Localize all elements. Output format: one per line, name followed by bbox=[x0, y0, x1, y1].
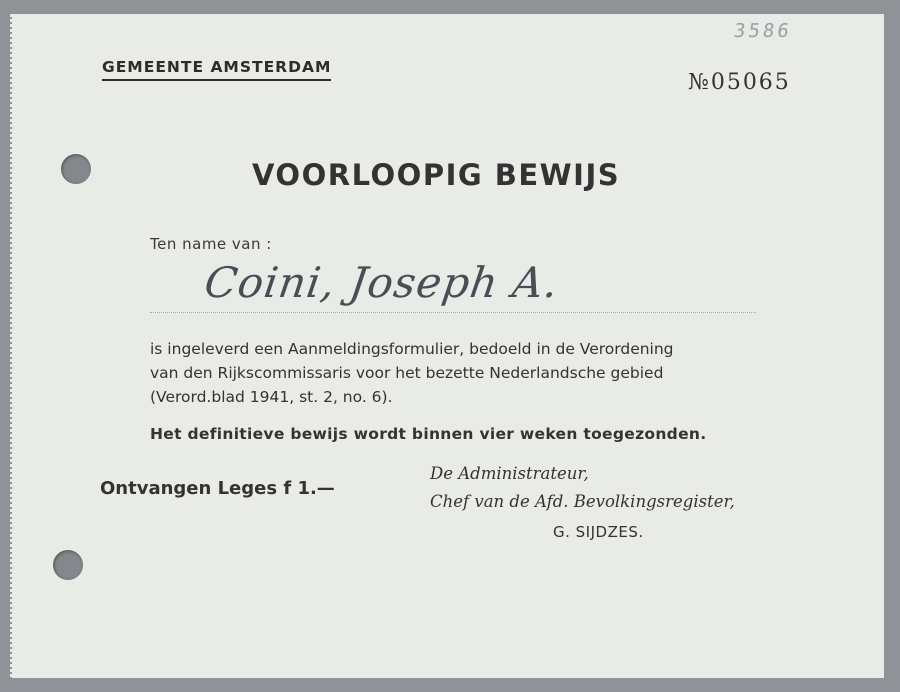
signature-department: Chef van de Afd. Bevolkingsregister, bbox=[430, 492, 735, 511]
fee-received: Ontvangen Leges f 1.— bbox=[100, 478, 335, 499]
name-label: Ten name van : bbox=[150, 235, 272, 253]
body-text-line: is ingeleverd een Aanmeldingsformulier, bedoeld in de Verordening bbox=[150, 340, 674, 358]
body-text-line: (Verord.blad 1941, st. 2, no. 6). bbox=[150, 388, 393, 406]
serial-number: №05065 bbox=[688, 70, 791, 95]
signature-title: De Administrateur, bbox=[430, 464, 589, 483]
dotted-name-line bbox=[150, 312, 756, 313]
pencil-annotation: 3586 bbox=[732, 20, 794, 42]
handwritten-name: Coini, Joseph A. bbox=[201, 258, 562, 307]
document-title: VOORLOOPIG BEWIJS bbox=[252, 158, 621, 192]
body-text-line: van den Rijkscommissaris voor het bezette Nederlandsche gebied bbox=[150, 364, 664, 382]
signatory-name: G. SIJDZES. bbox=[553, 523, 644, 541]
punch-hole bbox=[61, 154, 91, 184]
notice-text: Het definitieve bewijs wordt binnen vier weken toegezonden. bbox=[150, 425, 707, 443]
municipality-heading: GEMEENTE AMSTERDAM bbox=[102, 58, 331, 81]
punch-hole bbox=[53, 550, 83, 580]
